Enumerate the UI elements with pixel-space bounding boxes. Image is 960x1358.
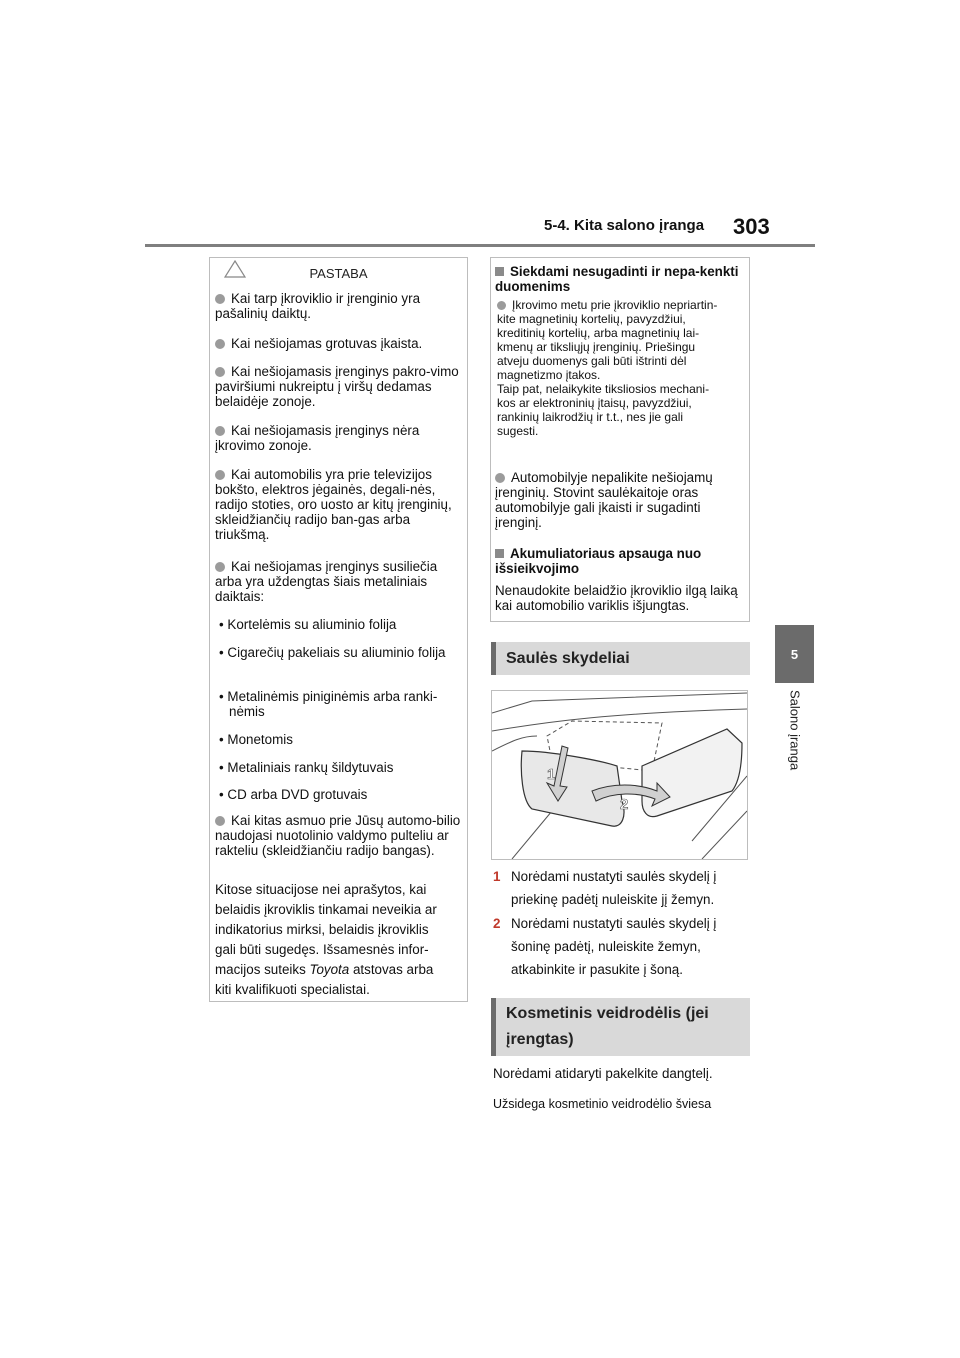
square-bullet-icon: [495, 549, 504, 558]
step-2: 2 Norėdami nustatyti saulės skydelį į šoninę padėtį, nuleiskite žemyn, atkabinkite ir pasukite į šoną.: [493, 912, 748, 981]
notice-subitem: • Metalinėmis piniginėmis arba ranki-nėmis: [219, 689, 438, 719]
info-heading: Akumuliatoriaus apsauga nuo išsieikvojimo: [495, 546, 702, 576]
notice-subitem: • Metaliniais rankų šildytuvais: [219, 760, 394, 775]
section-header-vanity-mirror: Kosmetinis veidrodėlis (jei įrengtas): [491, 998, 750, 1056]
bullet-icon: [497, 301, 506, 310]
notice-item: Kai automobilis yra prie televizijos bokšto, elektros jėgainės, degali-nės, radijo stoties, oro uosto ar kitų įrenginių, skleidžiančių radijo ban-gas arba triukšmą.: [215, 467, 452, 542]
notice-closing: Kitose situacijose nei aprašytos, kai belaidis įkroviklis tinkamai neveikia ar indikatorius mirksi, belaidis įkroviklis gali būti sugedęs. Išsamesnės infor- macijos suteiks Toyota atstovas arba kiti kvalifikuoti specialistai.: [215, 882, 437, 997]
bullet-icon: [215, 426, 225, 436]
info-item: Automobilyje nepalikite nešiojamų įrenginių. Stovint saulėkaitoje oras automobilyje gali įkaisti ir sugadinti įrenginį.: [495, 470, 713, 530]
chapter-label-text: Salono įranga: [787, 690, 803, 771]
section-title: 5-4. Kita salono įranga: [544, 217, 705, 234]
sun-visor-drawing: [492, 691, 747, 859]
notice-item: Kai tarp įkroviklio ir įrenginio yra pašalinių daiktų.: [215, 291, 421, 321]
bullet-icon: [215, 562, 225, 572]
bullet-icon: [495, 473, 505, 483]
step-number: 1: [493, 869, 501, 884]
notice-item: Kai nešiojamas įrenginys susiliečia arba yra uždengtas šiais metaliniais daiktais:: [215, 559, 438, 604]
vanity-text: Norėdami atidaryti pakelkite dangtelį.: [493, 1066, 713, 1081]
chapter-label: [781, 690, 809, 790]
bullet-icon: [215, 470, 225, 480]
vanity-text: Užsidega kosmetinio veidrodėlio šviesa: [493, 1097, 712, 1111]
chapter-tab[interactable]: 5: [775, 625, 814, 683]
warning-triangle-icon: [224, 260, 246, 278]
section-header-sun-visors: Saulės skydeliai: [491, 642, 750, 675]
step-1: 1 Norėdami nustatyti saulės skydelį į priekinę padėtį nuleiskite jį žemyn.: [493, 865, 748, 911]
notice-title: PASTABA: [309, 266, 368, 281]
notice-subitem: • CD arba DVD grotuvais: [219, 787, 368, 802]
sun-visor-illustration: [491, 690, 748, 860]
notice-item: Kai nešiojamasis įrenginys nėra įkrovimo zonoje.: [215, 423, 420, 453]
square-bullet-icon: [495, 267, 504, 276]
step-number: 2: [493, 916, 501, 931]
info-heading: Siekdami nesugadinti ir nepa-kenkti duomenims: [495, 264, 739, 294]
notice-subitem: • Kortelėmis su aliuminio folija: [219, 617, 397, 632]
notice-subitem: • Monetomis: [219, 732, 293, 747]
notice-item: Kai nešiojamasis įrenginys pakro-vimo paviršiumi nukreiptu į viršų dedamas belaidėje zonoje.: [215, 364, 459, 409]
page-number: 303: [733, 214, 770, 239]
info-paragraph: Įkrovimo metu prie įkroviklio nepriartin- kite magnetinių kortelių, pavyzdžiui, kreditinių kortelių, arba magnetinių lai- kmenų ar tiksliųjų įrenginių. Priešingu atveju duomenys gali būti ištrinti dėl magnetizmo įtakos. Taip pat, nelaikykite tiksliosios mechani- kos ar elektroninių įtaisų, pavyzdžiui, rankinių laikrodžių ir t.t., nes jie gali sugesti.: [497, 298, 718, 438]
notice-item: Kai kitas asmuo prie Jūsų automo-bilio naudojasi nuotolinio valdymo pulteliu ar rakteliu (skleidžiančiu radijo bangas).: [215, 813, 461, 858]
notice-subitem: • Cigarečių pakeliais su aliuminio folija: [219, 645, 446, 660]
bullet-icon: [215, 294, 225, 304]
bullet-icon: [215, 367, 225, 377]
notice-item: Kai nešiojamas grotuvas įkaista.: [215, 336, 465, 351]
header-rule: [145, 244, 815, 247]
figure-label-1: 1: [547, 766, 556, 783]
bullet-icon: [215, 816, 225, 826]
figure-label-2: 2: [620, 796, 629, 813]
bullet-icon: [215, 339, 225, 349]
info-paragraph: Nenaudokite belaidžio įkroviklio ilgą laiką kai automobilio variklis išjungtas.: [495, 583, 738, 613]
